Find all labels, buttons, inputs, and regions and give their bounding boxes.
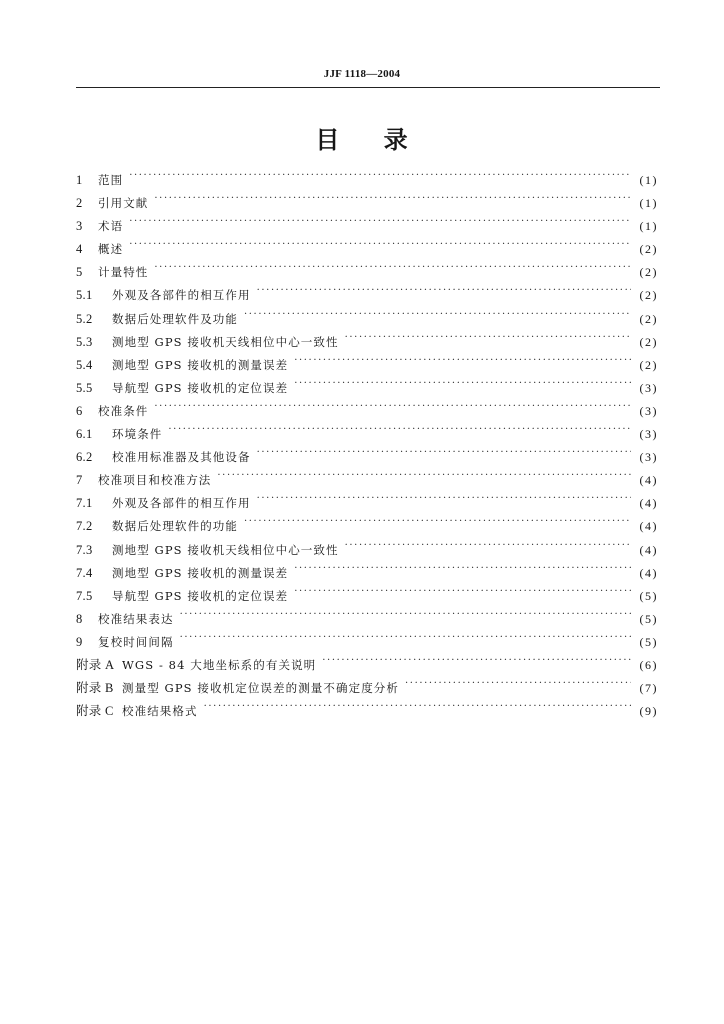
- toc-entry[interactable]: [76, 355, 658, 378]
- toc-entry-page: (2): [639, 311, 658, 326]
- toc-entry-page: (4): [639, 542, 658, 557]
- toc-entry-label: 校准结果表达: [98, 611, 174, 626]
- toc-entry[interactable]: [76, 378, 658, 401]
- toc-entry[interactable]: [76, 701, 658, 724]
- toc-entry-page: (5): [639, 611, 658, 626]
- toc-entry-page: (3): [639, 380, 658, 395]
- toc-entry[interactable]: [76, 655, 658, 678]
- table-of-contents: [76, 170, 658, 724]
- toc-entry-label: 校准条件: [98, 403, 149, 418]
- toc-entry-number: 6: [76, 403, 83, 418]
- toc-entry-number: 附录 C: [76, 704, 114, 719]
- dot-leader: [322, 657, 631, 669]
- toc-entry[interactable]: [76, 193, 658, 216]
- toc-entry[interactable]: [76, 285, 658, 308]
- toc-entry-page: (7): [639, 681, 658, 696]
- toc-entry-label: 复校时间间隔: [98, 634, 174, 649]
- toc-entry-label: 测量型 GPS 接收机定位误差的测量不确定度分析: [122, 681, 400, 696]
- toc-entry-number: 5: [76, 265, 83, 280]
- dot-leader: [129, 172, 631, 184]
- dot-leader: [405, 680, 631, 692]
- toc-entry[interactable]: [76, 516, 658, 539]
- toc-entry-label: 外观及各部件的相互作用: [112, 288, 251, 303]
- toc-entry-label: 校准用标准器及其他设备: [112, 450, 251, 465]
- toc-entry-page: (4): [639, 473, 658, 488]
- toc-entry[interactable]: [76, 332, 658, 355]
- toc-entry-number: 5.5: [76, 380, 93, 395]
- toc-entry-page: (1): [639, 196, 658, 211]
- toc-entry-label: 术语: [98, 219, 124, 234]
- toc-entry[interactable]: [76, 262, 658, 285]
- toc-entry-page: (2): [639, 334, 658, 349]
- dot-leader: [129, 241, 631, 253]
- toc-entry-page: (4): [639, 519, 658, 534]
- dot-leader: [257, 449, 631, 461]
- toc-entry[interactable]: [76, 563, 658, 586]
- dot-leader: [257, 495, 631, 507]
- toc-entry-page: (2): [639, 288, 658, 303]
- toc-entry-page: (2): [639, 357, 658, 372]
- toc-entry-page: (2): [639, 265, 658, 280]
- dot-leader: [345, 542, 631, 554]
- toc-entry[interactable]: [76, 609, 658, 632]
- toc-entry[interactable]: [76, 216, 658, 239]
- toc-entry-number: 3: [76, 219, 83, 234]
- toc-entry-number: 7.1: [76, 496, 93, 511]
- toc-entry-label: 测地型 GPS 接收机的测量误差: [112, 357, 289, 372]
- toc-entry[interactable]: [76, 632, 658, 655]
- toc-entry-number: 附录 A: [76, 657, 115, 672]
- toc-entry-number: 7: [76, 473, 83, 488]
- toc-entry-number: 5.1: [76, 288, 93, 303]
- toc-entry-label: 环境条件: [112, 427, 163, 442]
- toc-entry[interactable]: [76, 401, 658, 424]
- dot-leader: [257, 287, 631, 299]
- toc-entry-label: 测地型 GPS 接收机天线相位中心一致性: [112, 542, 339, 557]
- toc-entry-label: 数据后处理软件及功能: [112, 311, 238, 326]
- dot-leader: [204, 703, 631, 715]
- toc-entry[interactable]: [76, 586, 658, 609]
- toc-entry-number: 附录 B: [76, 681, 114, 696]
- dot-leader: [294, 565, 631, 577]
- toc-entry-page: (5): [639, 634, 658, 649]
- dot-leader: [168, 426, 631, 438]
- dot-leader: [180, 611, 631, 623]
- toc-entry-number: 4: [76, 242, 83, 257]
- toc-entry-number: 6.1: [76, 427, 93, 442]
- toc-entry-page: (2): [639, 242, 658, 257]
- toc-entry-number: 7.2: [76, 519, 93, 534]
- dot-leader: [180, 634, 631, 646]
- toc-entry[interactable]: [76, 424, 658, 447]
- dot-leader: [154, 264, 631, 276]
- toc-entry[interactable]: [76, 678, 658, 701]
- toc-entry-number: 2: [76, 196, 83, 211]
- toc-entry[interactable]: [76, 470, 658, 493]
- dot-leader: [154, 403, 631, 415]
- dot-leader: [345, 334, 631, 346]
- dot-leader: [244, 311, 631, 323]
- dot-leader: [294, 357, 631, 369]
- dot-leader: [217, 472, 631, 484]
- toc-entry[interactable]: [76, 239, 658, 262]
- toc-entry[interactable]: [76, 170, 658, 193]
- toc-entry[interactable]: [76, 309, 658, 332]
- toc-entry-label: 校准项目和校准方法: [98, 473, 212, 488]
- toc-entry-label: WGS - 84 大地坐标系的有关说明: [122, 657, 317, 672]
- toc-entry-page: (3): [639, 427, 658, 442]
- toc-entry-number: 5.4: [76, 357, 93, 372]
- toc-entry-page: (6): [639, 657, 658, 672]
- toc-entry-page: (1): [639, 173, 658, 187]
- toc-entry-number: 6.2: [76, 450, 93, 465]
- header-rule: [76, 87, 660, 88]
- dot-leader: [294, 588, 631, 600]
- toc-entry[interactable]: [76, 540, 658, 563]
- toc-entry-label: 导航型 GPS 接收机的定位误差: [112, 380, 289, 395]
- toc-entry-label: 引用文献: [98, 196, 149, 211]
- toc-entry-page: (4): [639, 565, 658, 580]
- toc-entry-number: 5.3: [76, 334, 93, 349]
- toc-entry-number: 1: [76, 173, 83, 187]
- toc-entry-label: 计量特性: [98, 265, 149, 280]
- toc-entry-number: 5.2: [76, 311, 93, 326]
- toc-entry-page: (3): [639, 450, 658, 465]
- toc-entry-page: (3): [639, 403, 658, 418]
- toc-entry-page: (9): [639, 704, 658, 719]
- toc-entry-number: 8: [76, 611, 83, 626]
- dot-leader: [244, 518, 631, 530]
- toc-entry-number: 7.3: [76, 542, 93, 557]
- toc-entry-number: 7.5: [76, 588, 93, 603]
- toc-entry-label: 校准结果格式: [122, 704, 198, 719]
- toc-entry-page: (5): [639, 588, 658, 603]
- dot-leader: [154, 195, 631, 207]
- toc-entry-label: 数据后处理软件的功能: [112, 519, 238, 534]
- toc-entry-label: 范围: [98, 173, 124, 187]
- toc-entry-label: 导航型 GPS 接收机的定位误差: [112, 588, 289, 603]
- document-code: JJF 1118—2004: [323, 68, 401, 80]
- toc-entry-label: 测地型 GPS 接收机的测量误差: [112, 565, 289, 580]
- toc-entry[interactable]: [76, 493, 658, 516]
- toc-entry-number: 7.4: [76, 565, 93, 580]
- toc-entry-label: 外观及各部件的相互作用: [112, 496, 251, 511]
- dot-leader: [294, 380, 631, 392]
- toc-title: 目 录: [315, 126, 409, 154]
- dot-leader: [129, 218, 631, 230]
- toc-entry[interactable]: [76, 447, 658, 470]
- toc-entry-number: 9: [76, 634, 83, 649]
- toc-entry-page: (1): [639, 219, 658, 234]
- toc-entry-page: (4): [639, 496, 658, 511]
- toc-entry-label: 概述: [98, 242, 124, 257]
- toc-entry-label: 测地型 GPS 接收机天线相位中心一致性: [112, 334, 339, 349]
